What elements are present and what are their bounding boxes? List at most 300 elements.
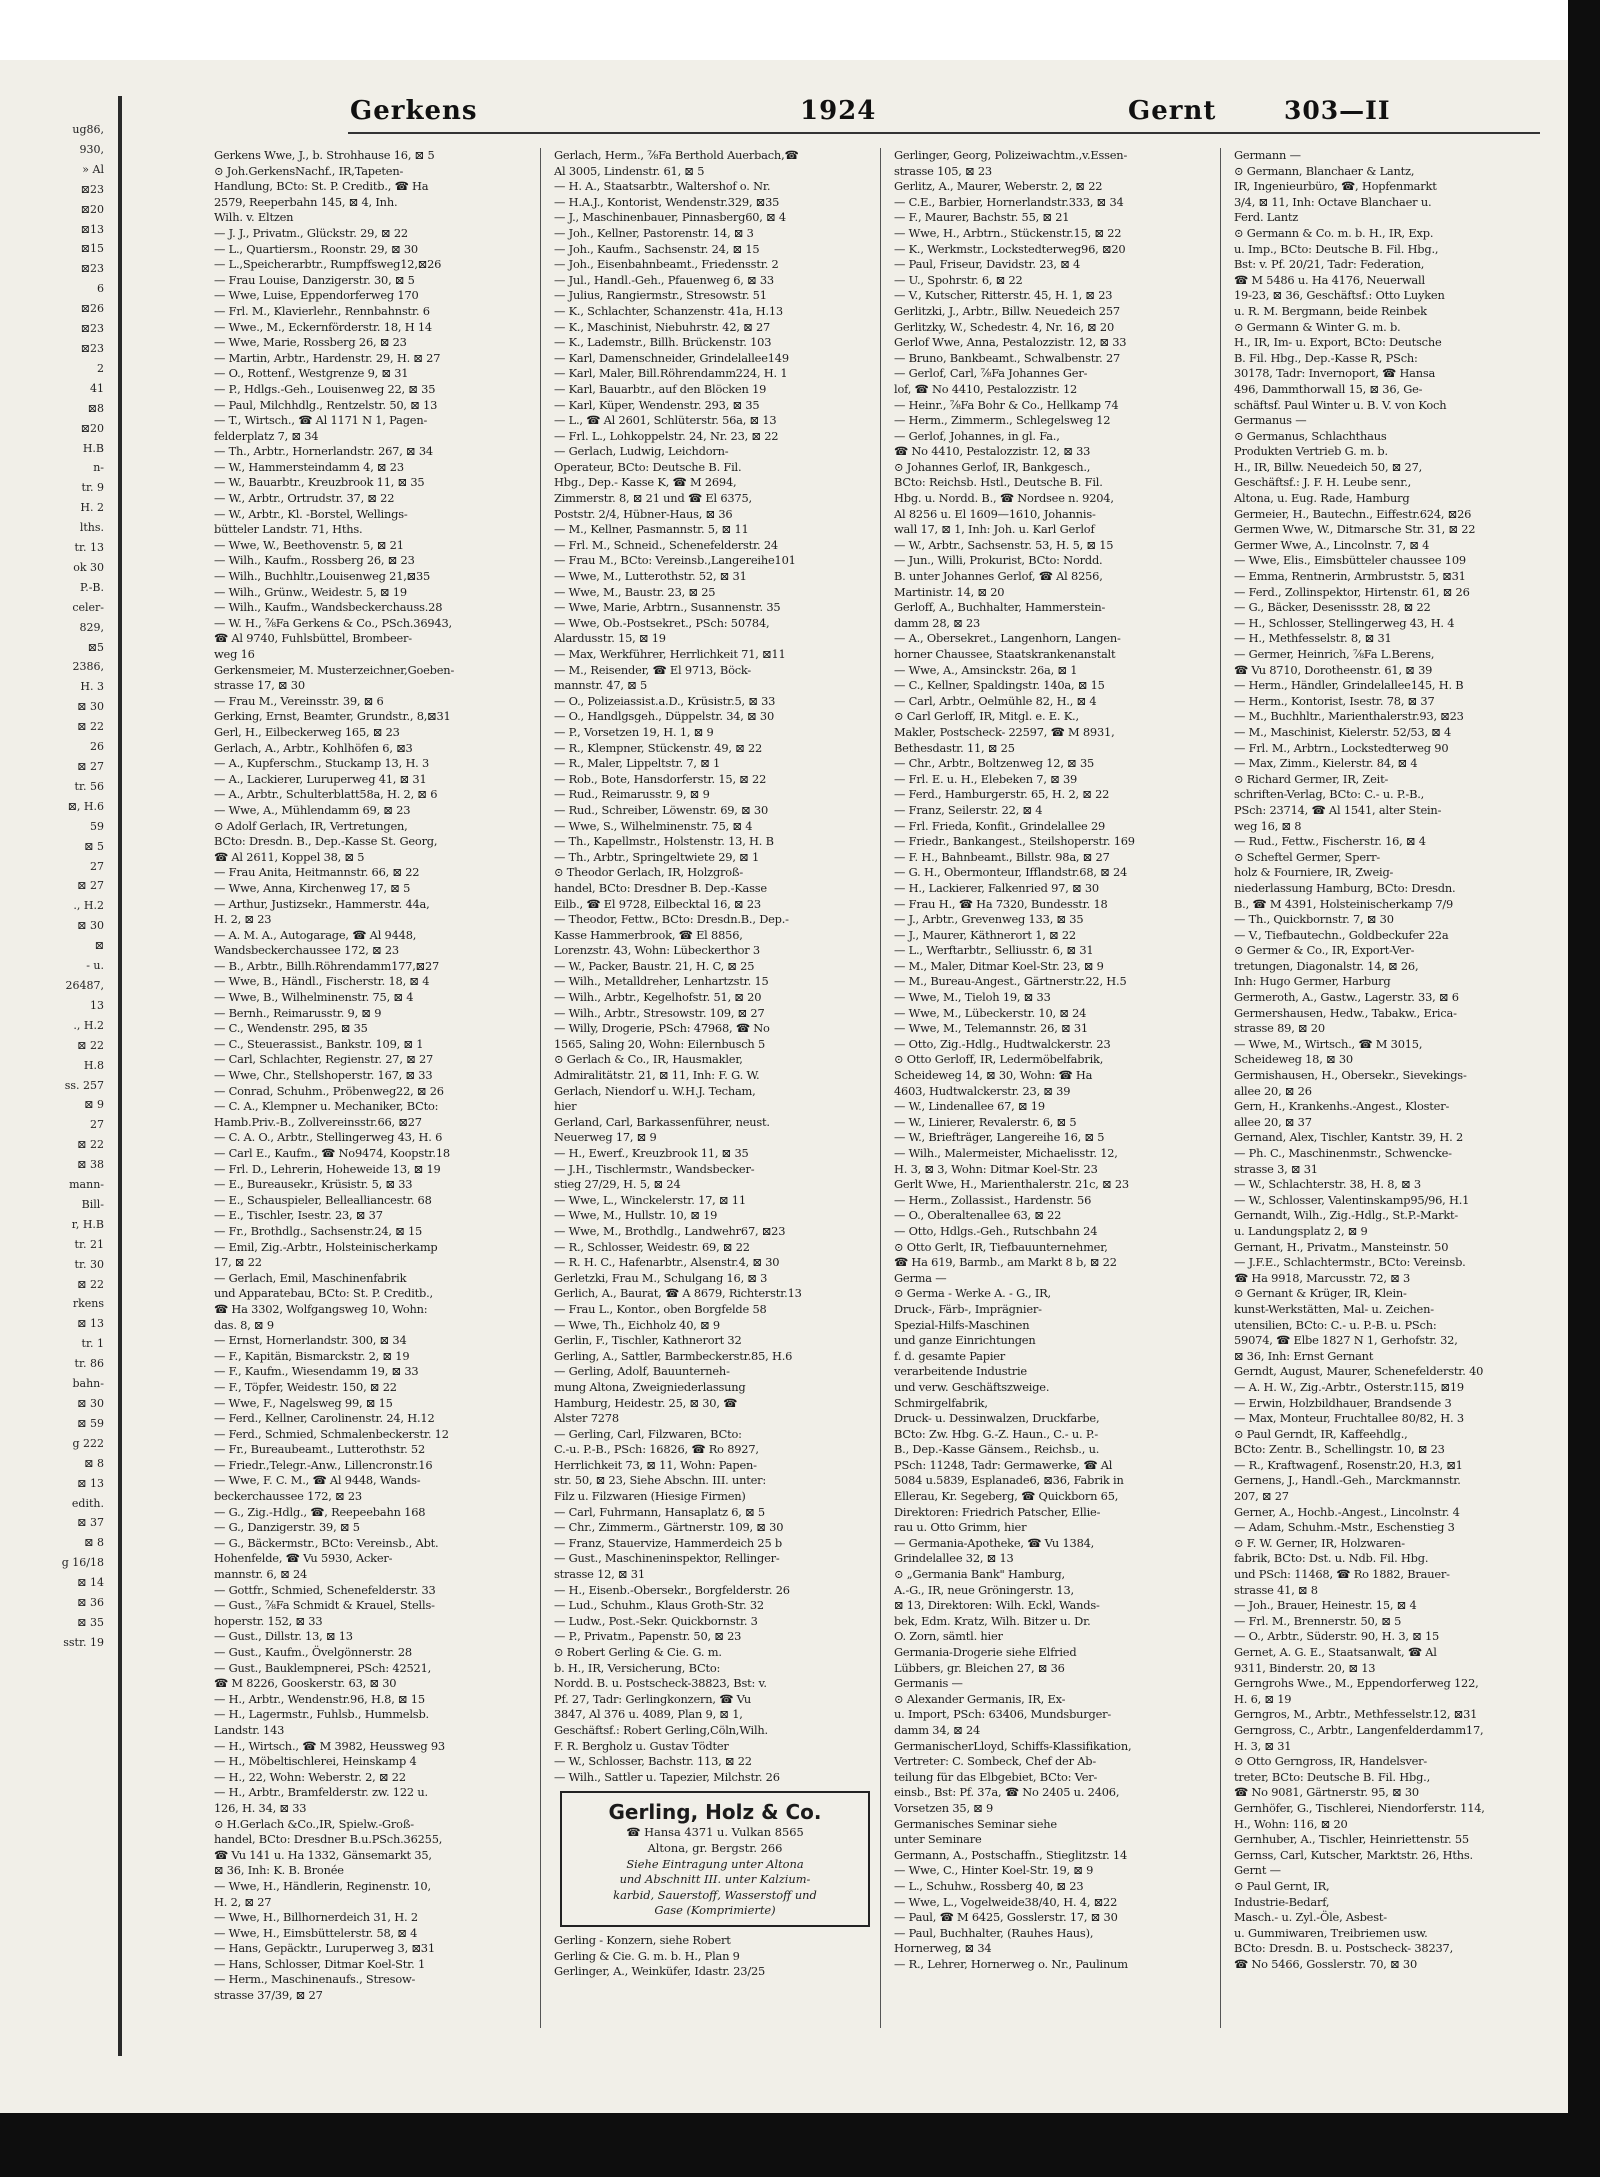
directory-entry-line: damm 34, ⊠ 24 xyxy=(894,1722,981,1737)
directory-entry-line: — C. A. O., Arbtr., Stellingerweg 43, H. 6 xyxy=(214,1130,443,1145)
directory-entry-line: ☎ Vu 8710, Dorotheenstr. 61, ⊠ 39 xyxy=(1234,662,1433,677)
directory-entry-line: — Frl. L., Lohkoppelstr. 24, Nr. 23, ⊠ 22 xyxy=(554,428,779,443)
directory-entry-line: ⊙ Robert Gerling & Cie. G. m. xyxy=(554,1645,722,1659)
directory-entry-line: — Karl, Küper, Wendenstr. 293, ⊠ 35 xyxy=(554,397,760,412)
margin-fragment: 26487, xyxy=(65,978,104,992)
directory-entry-line: weg 16 xyxy=(214,647,255,661)
ad-note: Siehe Eintragung unter Altona xyxy=(626,1856,804,1871)
directory-entry-line: — Bruno, Bankbeamt., Schwalbenstr. 27 xyxy=(894,350,1121,365)
margin-fragment: ., H.2 xyxy=(73,1018,104,1032)
directory-entry-line: — Gust., ⅞Fa Schmidt & Krauel, Stells- xyxy=(214,1598,435,1613)
directory-entry-line: ⊙ Germann & Winter G. m. b. xyxy=(1234,319,1401,334)
directory-entry-line: — H.A.J., Kontorist, Wendenstr.329, ⊠35 xyxy=(554,194,780,209)
directory-entry-line: — W., Lindenallee 67, ⊠ 19 xyxy=(894,1099,1045,1114)
directory-entry-line: — Chr., Zimmerm., Gärtnerstr. 109, ⊠ 30 xyxy=(554,1520,784,1535)
directory-entry-line: — Gust., Kaufm., Övelgönnerstr. 28 xyxy=(214,1645,412,1659)
directory-entry-line: — Wwe, A., Mühlendamm 69, ⊠ 23 xyxy=(214,802,411,817)
directory-entry-line: Gerkensmeier, M. Musterzeichner,Goeben- xyxy=(214,662,455,677)
directory-entry-line: — Wilh., Kaufm., Rossberg 26, ⊠ 23 xyxy=(214,553,415,568)
directory-entry-line: — Wwe, Luise, Eppendorferweg 170 xyxy=(214,288,419,303)
margin-fragment: lths. xyxy=(79,521,104,535)
directory-entry-line: Gernandt, Wilh., Zig.-Hdlg., St.P.-Markt- xyxy=(1234,1208,1459,1223)
directory-entry-line: — Lud., Schuhm., Klaus Groth-Str. 32 xyxy=(554,1598,764,1613)
directory-entry-line: — A. M. A., Autogarage, ☎ Al 9448, xyxy=(214,927,417,942)
directory-entry-line: — Ferd., Kellner, Carolinenstr. 24, H.12 xyxy=(214,1411,435,1426)
directory-entry-line: Geschäftsf.: J. F. H. Leube senr., xyxy=(1234,475,1412,490)
directory-entry-line: Gernhöfer, G., Tischlerei, Niendorferstr. 114, xyxy=(1234,1800,1485,1815)
directory-entry-line: — Herm., Maschinenaufs., Stresow- xyxy=(214,1972,416,1987)
directory-entry-line: — M., Maschinist, Kielerstr. 52/53, ⊠ 4 xyxy=(1234,724,1452,739)
directory-entry-line: horner Chaussee, Staatskrankenanstalt xyxy=(894,647,1116,661)
column-4 xyxy=(1230,148,1560,2028)
column-3 xyxy=(890,148,1221,2028)
directory-entry-line: — Ernst, Hornerlandstr. 300, ⊠ 34 xyxy=(214,1333,407,1348)
directory-entry-line: — L., Werftarbtr., Selliusstr. 6, ⊠ 31 xyxy=(894,943,1094,958)
margin-fragment: ⊠26 xyxy=(80,302,104,316)
directory-entry-line: Kasse Hammerbrook, ☎ El 8856, xyxy=(554,927,743,942)
directory-entry-line: — O., Arbtr., Süderstr. 90, H. 3, ⊠ 15 xyxy=(1234,1629,1440,1644)
directory-entry-line: — Ferd., Zollinspektor, Hirtenstr. 61, ⊠ 26 xyxy=(1234,584,1470,599)
directory-entry-line: allee 20, ⊠ 37 xyxy=(1234,1114,1312,1129)
margin-fragment: ⊠23 xyxy=(80,182,104,196)
directory-entry-line: — Jun., Willi, Prokurist, BCto: Nordd. xyxy=(894,553,1103,568)
directory-entry-line: — Herm., Zimmerm., Schlegelsweg 12 xyxy=(894,413,1111,428)
header-right-word: Gernt xyxy=(1128,96,1217,126)
directory-entry-line: — C., Wendenstr. 295, ⊠ 35 xyxy=(214,1021,368,1036)
directory-entry-line: — Max, Werkführer, Herrlichkeit 71, ⊠11 xyxy=(554,647,786,661)
directory-entry-line: strasse 3, ⊠ 31 xyxy=(1234,1161,1318,1176)
directory-entry-line: Nordd. B. u. Postscheck-38823, Bst: v. xyxy=(554,1676,767,1691)
directory-entry-line: B., ☎ M 4391, Holsteinischerkamp 7/9 xyxy=(1234,896,1454,911)
directory-entry-line: hoperstr. 152, ⊠ 33 xyxy=(214,1613,323,1628)
directory-entry-line: — W., Arbtr., Sachsenstr. 53, H. 5, ⊠ 15 xyxy=(894,537,1114,552)
directory-entry-line: — Germania-Apotheke, ☎ Vu 1384, xyxy=(894,1535,1095,1550)
directory-entry-line: — C., Kellner, Spaldingstr. 140a, ⊠ 15 xyxy=(894,678,1105,693)
directory-entry-line: — J.H., Tischlermstr., Wandsbecker- xyxy=(554,1161,755,1176)
directory-entry-line: — Friedr.,Telegr.-Anw., Lillencronstr.16 xyxy=(214,1457,433,1472)
directory-entry-line: IR, Ingenieurbüro, ☎, Hopfenmarkt xyxy=(1234,179,1437,194)
directory-entry-line: — Wwe, H., Arbtrn., Stückenstr.15, ⊠ 22 xyxy=(894,225,1122,240)
directory-entry-line: — M., Buchhltr., Marienthalerstr.93, ⊠23 xyxy=(1234,709,1464,724)
directory-entry-line: — Ph. C., Maschinenmstr., Schwencke- xyxy=(1234,1146,1452,1160)
directory-entry-line: — M., Kellner, Pasmannstr. 5, ⊠ 11 xyxy=(554,522,749,537)
directory-entry-line: Masch.- u. Zyl.-Öle, Asbest- xyxy=(1234,1910,1387,1925)
directory-entry-line: — K., Maschinist, Niebuhrstr. 42, ⊠ 27 xyxy=(554,319,771,334)
directory-entry-line: Alster 7278 xyxy=(554,1411,619,1426)
directory-entry-line: — O., Polizeiassist.a.D., Krüsistr.5, ⊠ 33 xyxy=(554,693,776,708)
directory-entry-line: — Herm., Händler, Grindelallee145, H. B xyxy=(1234,678,1464,693)
directory-entry-line: — Adam, Schuhm.-Mstr., Eschenstieg 3 xyxy=(1234,1520,1455,1535)
margin-fragment: g 222 xyxy=(72,1436,104,1450)
directory-entry-line: Produkten Vertrieb G. m. b. xyxy=(1234,444,1388,459)
directory-entry-line: Druck-, Färb-, Imprägnier- xyxy=(894,1301,1042,1316)
directory-entry-line: Bst: v. Pf. 20/21, Tadr: Federation, xyxy=(1234,257,1425,272)
ad-note: und Abschnitt III. unter Kalzium- xyxy=(619,1872,811,1887)
directory-entry-line: Operateur, BCto: Deutsche B. Fil. xyxy=(554,459,742,474)
directory-entry-line: mannstr. 47, ⊠ 5 xyxy=(554,678,648,693)
directory-entry-line: Direktoren: Friedrich Patscher, Ellie- xyxy=(894,1504,1101,1519)
directory-entry-line: — Wilh., Arbtr., Kegelhofstr. 51, ⊠ 20 xyxy=(554,990,762,1005)
directory-entry-line: handel, BCto: Dresdner B. Dep.-Kasse xyxy=(554,880,767,895)
directory-entry-line: — G., Zig.-Hdlg., ☎, Reepeebahn 168 xyxy=(214,1504,426,1519)
directory-entry-line: — W., Linierer, Revalerstr. 6, ⊠ 5 xyxy=(894,1114,1077,1129)
directory-entry-line: — Wwe, M., Wirtsch., ☎ M 3015, xyxy=(1234,1036,1423,1051)
directory-entry-line: wall 17, ⊠ 1, Inh: Joh. u. Karl Gerlof xyxy=(894,522,1095,537)
directory-entry-line: — O., Oberaltenallee 63, ⊠ 22 xyxy=(894,1208,1062,1223)
directory-entry-line: Gerlof Wwe, Anna, Pestalozzistr. 12, ⊠ 33 xyxy=(894,335,1127,350)
margin-fragment: 930, xyxy=(79,142,104,156)
directory-entry-line: — L., Quartiersm., Roonstr. 29, ⊠ 30 xyxy=(214,241,418,256)
directory-entry-line: Landstr. 143 xyxy=(214,1722,285,1737)
directory-entry-line: 9311, Binderstr. 20, ⊠ 13 xyxy=(1234,1660,1376,1675)
directory-entry-line: — L., Schuhw., Rossberg 40, ⊠ 23 xyxy=(894,1878,1084,1893)
directory-entry-line: Germeier, H., Bautechn., Eiffestr.624, ⊠26 xyxy=(1234,506,1472,521)
directory-entry-line: — H., Lagermstr., Fuhlsb., Hummelsb. xyxy=(214,1707,429,1722)
margin-fragment: ⊠ 27 xyxy=(77,760,104,773)
directory-entry-line: ⊙ Germann & Co. m. b. H., IR, Exp. xyxy=(1234,225,1434,240)
directory-entry-line: — Frl. M., Brennerstr. 50, ⊠ 5 xyxy=(1234,1613,1402,1628)
directory-entry-line: f. d. gesamte Papier xyxy=(894,1348,1006,1363)
margin-fragment: ⊠ 30 xyxy=(77,919,104,933)
margin-fragment: n- xyxy=(93,461,104,475)
margin-fragment: ⊠ 22 xyxy=(77,1138,104,1152)
directory-entry-line: — Wwe, L., Vogelweide38/40, H. 4, ⊠22 xyxy=(894,1894,1118,1909)
directory-entry-line: — Rud., Schreiber, Löwenstr. 69, ⊠ 30 xyxy=(554,802,768,817)
directory-entry-line: ⊙ Germanus, Schlachthaus xyxy=(1234,428,1387,443)
directory-entry-line: Zimmerstr. 8, ⊠ 21 und ☎ El 6375, xyxy=(554,491,752,506)
margin-fragment: ⊠, H.6 xyxy=(67,799,104,813)
directory-entry-line: ⊠ 36, Inh: Ernst Gernant xyxy=(1234,1348,1374,1363)
directory-entry-line: Gerling, A., Sattler, Barmbeckerstr.85, H.6 xyxy=(554,1348,793,1363)
margin-fragment: ug86, xyxy=(72,123,104,136)
directory-entry-line: strasse 105, ⊠ 23 xyxy=(894,163,992,178)
directory-entry-line: — H., Wirtsch., ☎ M 3982, Heussweg 93 xyxy=(214,1738,445,1753)
directory-entry-line: — V., Tiefbautechn., Goldbeckufer 22a xyxy=(1234,927,1449,942)
directory-entry-line: — B., Arbtr., Billh.Röhrendamm177,⊠27 xyxy=(214,958,440,973)
margin-fragment: H. 2 xyxy=(80,501,104,515)
directory-entry-line: lof, ☎ No 4410, Pestalozzistr. 12 xyxy=(894,381,1078,396)
directory-entry-line: u. Imp., BCto: Deutsche B. Fil. Hbg., xyxy=(1234,241,1439,256)
directory-entry-line: GermanischerLloyd, Schiffs-Klassifikation, xyxy=(894,1738,1132,1753)
directory-entry-line: handel, BCto: Dresdner B.u.PSch.36255, xyxy=(214,1832,443,1847)
directory-entry-line: H. 2, ⊠ 27 xyxy=(214,1894,272,1909)
directory-entry-line: Ellerau, Kr. Segeberg, ☎ Quickborn 65, xyxy=(894,1489,1119,1504)
directory-entry-line: Vorsetzen 35, ⊠ 9 xyxy=(894,1800,994,1815)
directory-entry-line: Altona, u. Eug. Rade, Hamburg xyxy=(1234,491,1410,506)
directory-entry-line: — Joh., Brauer, Heinestr. 15, ⊠ 4 xyxy=(1234,1598,1417,1613)
directory-entry-line: — J. J., Privatm., Glückstr. 29, ⊠ 22 xyxy=(214,225,408,240)
directory-entry-line: — Wilh., Buchhltr.,Louisenweg 21,⊠35 xyxy=(214,569,431,584)
directory-entry-line: — Gust., Dillstr. 13, ⊠ 13 xyxy=(214,1629,353,1644)
directory-entry-line: Herrlichkeit 73, ⊠ 11, Wohn: Papen- xyxy=(554,1457,757,1472)
margin-fragment: 829, xyxy=(79,620,104,634)
directory-entry-line: — Rud., Reimarusstr. 9, ⊠ 9 xyxy=(554,787,710,802)
directory-entry-line: — Frau M., BCto: Vereinsb.,Langereihe101 xyxy=(554,553,796,568)
directory-entry-line: Gernhuber, A., Tischler, Heinriettenstr. 55 xyxy=(1234,1832,1469,1847)
directory-entry-line: — H., Arbtr., Bramfelderstr. zw. 122 u. xyxy=(214,1785,428,1800)
directory-entry-line: — Frau H., ☎ Ha 7320, Bundesstr. 18 xyxy=(894,896,1108,911)
directory-entry-line: Gerling - Konzern, siehe Robert xyxy=(554,1932,731,1947)
directory-entry-line: — W., Hammersteindamm 4, ⊠ 23 xyxy=(214,459,404,474)
header-left-word: Gerkens xyxy=(350,96,478,126)
directory-entry-line: — Wwe, H., Händlerin, Reginenstr. 10, xyxy=(214,1878,431,1893)
directory-entry-line: — Gerlof, Carl, ⅞Fa Johannes Ger- xyxy=(894,366,1088,381)
margin-fragment: ⊠ 30 xyxy=(77,700,104,714)
directory-entry-line: Germer Wwe, A., Lincolnstr. 7, ⊠ 4 xyxy=(1234,537,1430,552)
directory-entry-line: ☎ Al 9740, Fuhlsbüttel, Brombeer- xyxy=(214,631,412,646)
scan-edge-right xyxy=(1568,0,1600,2177)
directory-entry-line: — E., Schauspieler, Bellealliancestr. 68 xyxy=(214,1192,432,1207)
directory-entry-line: str. 50, ⊠ 23, Siehe Abschn. III. unter: xyxy=(554,1473,767,1488)
directory-entry-line: H., IR, Im- u. Export, BCto: Deutsche xyxy=(1234,335,1442,350)
directory-entry-line: Gerland, Carl, Barkassenführer, neust. xyxy=(554,1114,770,1129)
directory-entry-line: — L., ☎ Al 2601, Schlüterstr. 56a, ⊠ 13 xyxy=(554,413,777,428)
directory-entry-line: — A. H. W., Zig.-Arbtr., Osterstr.115, ⊠19 xyxy=(1234,1379,1464,1394)
directory-entry-line: — K., Werkmstr., Lockstedterweg96, ⊠20 xyxy=(894,241,1126,256)
directory-entry-line: ☎ Al 2611, Koppel 38, ⊠ 5 xyxy=(214,849,365,864)
directory-entry-line: — Gerling, Carl, Filzwaren, BCto: xyxy=(554,1426,742,1441)
directory-entry-line: — Wilh., Arbtr., Stresowstr. 109, ⊠ 27 xyxy=(554,1005,765,1020)
directory-entry-line: Gerlitzky, W., Schedestr. 4, Nr. 16, ⊠ 20 xyxy=(894,319,1115,334)
directory-entry-line: — Th., Kapellmstr., Holstenstr. 13, H. B xyxy=(554,834,774,849)
directory-entry-line: — Karl, Bauarbtr., auf den Blöcken 19 xyxy=(554,381,767,396)
directory-entry-line: unter Seminare xyxy=(894,1832,982,1847)
directory-entry-line: kunst-Werkstätten, Mal- u. Zeichen- xyxy=(1234,1301,1434,1316)
directory-entry-line: Germeroth, A., Gastw., Lagerstr. 33, ⊠ 6 xyxy=(1234,990,1459,1005)
margin-fragment: ⊠20 xyxy=(80,421,104,435)
directory-entry-line: schriften-Verlag, BCto: C.- u. P.-B., xyxy=(1234,787,1425,802)
directory-entry-line: Germania-Drogerie siehe Elfried xyxy=(894,1645,1077,1659)
directory-entry-line: BCto: Dresdn. B. u. Postscheck- 38237, xyxy=(1234,1941,1454,1956)
directory-entry-line: felderplatz 7, ⊠ 34 xyxy=(214,428,319,443)
margin-fragment: 41 xyxy=(90,381,104,395)
directory-entry-line: Poststr. 2/4, Hübner-Haus, ⊠ 36 xyxy=(554,506,733,521)
directory-entry-line: 17, ⊠ 22 xyxy=(214,1255,262,1270)
directory-entry-line: — M., Reisender, ☎ El 9713, Böck- xyxy=(554,662,752,677)
directory-entry-line: Gernant, H., Privatm., Mansteinstr. 50 xyxy=(1234,1239,1449,1254)
directory-entry-line: — Gerlach, Ludwig, Leichdorn- xyxy=(554,444,729,459)
directory-entry-line: — Heinr., ⅞Fa Bohr & Co., Hellkamp 74 xyxy=(894,397,1119,412)
directory-entry-line: Lübbers, gr. Bleichen 27, ⊠ 36 xyxy=(894,1660,1065,1675)
directory-entry-line: weg 16, ⊠ 8 xyxy=(1234,818,1302,833)
margin-fragment: g 16/18 xyxy=(61,1556,104,1570)
directory-entry-line: BCto: Zentr. B., Schellingstr. 10, ⊠ 23 xyxy=(1234,1442,1445,1457)
directory-entry-line: Al 3005, Lindenstr. 61, ⊠ 5 xyxy=(554,163,705,178)
margin-fragment: H. 3 xyxy=(80,680,104,694)
directory-entry-line: Martinistr. 14, ⊠ 20 xyxy=(894,584,1005,599)
margin-fragment: ⊠ 22 xyxy=(77,720,104,734)
directory-entry-line: Germanus — xyxy=(1234,413,1307,428)
directory-entry-line: Gerndt, August, Maurer, Schenefelderstr. 40 xyxy=(1234,1364,1484,1379)
directory-entry-line: — Wwe, M., Baustr. 23, ⊠ 25 xyxy=(554,584,716,599)
directory-entry-line: H. 3, ⊠ 31 xyxy=(1234,1738,1292,1753)
directory-entry-line: — W., Packer, Baustr. 21, H. C, ⊠ 25 xyxy=(554,958,755,973)
directory-entry-line: — Wwe, S., Wilhelminenstr. 75, ⊠ 4 xyxy=(554,818,753,833)
directory-entry-line: — R., Maler, Lippeltstr. 7, ⊠ 1 xyxy=(554,756,721,771)
directory-entry-line: — Emma, Rentnerin, Armbruststr. 5, ⊠31 xyxy=(1234,569,1466,584)
directory-entry-line: 19-23, ⊠ 36, Geschäftsf.: Otto Luyken xyxy=(1234,288,1445,303)
directory-entry-line: — Ferd., Hamburgerstr. 65, H. 2, ⊠ 22 xyxy=(894,787,1110,802)
directory-entry-line: — Gerlach, Emil, Maschinenfabrik xyxy=(214,1270,407,1285)
directory-entry-line: — Wwe, B., Händl., Fischerstr. 18, ⊠ 4 xyxy=(214,974,430,989)
directory-entry-line: — Karl, Damenschneider, Grindelallee149 xyxy=(554,350,789,365)
directory-entry-line: ☎ Vu 141 u. Ha 1332, Gänsemarkt 35, xyxy=(214,1847,432,1862)
directory-entry-line: 126, H. 34, ⊠ 33 xyxy=(214,1800,307,1815)
margin-fragment: ., H.2 xyxy=(73,899,104,913)
directory-entry-line: B., Dep.-Kasse Gänsem., Reichsb., u. xyxy=(894,1442,1100,1457)
margin-fragment: ⊠23 xyxy=(80,341,104,355)
directory-entry-line: Germen Wwe, W., Ditmarsche Str. 31, ⊠ 22 xyxy=(1234,522,1476,537)
directory-entry-line: — Theodor, Fettw., BCto: Dresdn.B., Dep.- xyxy=(554,912,789,927)
margin-fragment: ⊠5 xyxy=(87,640,104,654)
margin-fragment: tr. 13 xyxy=(74,541,104,555)
directory-entry-line: — Wwe, M., Tieloh 19, ⊠ 33 xyxy=(894,990,1051,1005)
directory-entry-line: Alardusstr. 15, ⊠ 19 xyxy=(554,631,666,646)
directory-entry-line: Germann, A., Postschaffn., Stieglitzstr. 14 xyxy=(894,1847,1128,1862)
ad-note: karbid, Sauerstoff, Wasserstoff und xyxy=(613,1887,817,1902)
directory-entry-line: ⊙ Gernant & Krüger, IR, Klein- xyxy=(1234,1286,1407,1301)
directory-entry-line: H. 2, ⊠ 23 xyxy=(214,912,272,927)
directory-entry-line: — Th., Arbtr., Hornerlandstr. 267, ⊠ 34 xyxy=(214,444,433,459)
margin-fragment: tr. 56 xyxy=(74,779,104,793)
directory-entry-line: Handlung, BCto: St. P. Creditb., ☎ Ha xyxy=(214,179,429,194)
directory-entry-line: ⊙ Carl Gerloff, IR, Mitgl. e. E. K., xyxy=(894,709,1079,724)
margin-fragment: ⊠ 8 xyxy=(84,1456,104,1470)
directory-entry-line: ☎ Ha 619, Barmb., am Markt 8 b, ⊠ 22 xyxy=(894,1255,1117,1270)
directory-entry-line: — Wwe, B., Wilhelminenstr. 75, ⊠ 4 xyxy=(214,990,414,1005)
margin-fragment: 27 xyxy=(90,1118,104,1132)
directory-entry-line: ⊙ Paul Gernt, IR, xyxy=(1234,1878,1330,1893)
directory-entry-line: Filz u. Filzwaren (Hiesige Firmen) xyxy=(554,1489,746,1504)
directory-entry-line: Scheideweg 18, ⊠ 30 xyxy=(1234,1052,1353,1067)
directory-entry-line: — Joh., Kaufm., Sachsenstr. 24, ⊠ 15 xyxy=(554,241,760,256)
directory-entry-line: — Emil, Zig.-Arbtr., Holsteinischerkamp xyxy=(214,1239,438,1254)
directory-entry-line: Wilh. v. Eltzen xyxy=(214,210,294,225)
directory-entry-line: — H., 22, Wohn: Weberstr. 2, ⊠ 22 xyxy=(214,1769,406,1784)
directory-entry-line: ⊙ Theodor Gerlach, IR, Holzgroß- xyxy=(554,865,743,880)
directory-entry-line: Gernt — xyxy=(1234,1863,1281,1878)
directory-entry-line: — Carl E., Kaufm., ☎ No9474, Koopstr.18 xyxy=(214,1146,450,1160)
directory-entry-line: — F., Kaufm., Wiesendamm 19, ⊠ 33 xyxy=(214,1364,419,1379)
directory-entry-line: Germa — xyxy=(894,1270,947,1285)
directory-entry-line: Gerlach, Niendorf u. W.H.J. Techam, xyxy=(554,1083,756,1098)
directory-entry-line: — J.F.E., Schlachtermstr., BCto: Vereinsb. xyxy=(1234,1255,1466,1270)
directory-entry-line: — Paul, ☎ M 6425, Gosslerstr. 17, ⊠ 30 xyxy=(894,1910,1118,1925)
directory-entry-line: ☎ Ha 9918, Marcusstr. 72, ⊠ 3 xyxy=(1234,1270,1411,1285)
directory-entry-line: PSch: 11248, Tadr: Germawerke, ☎ Al xyxy=(894,1457,1113,1472)
directory-entry-line: — Max, Monteur, Fruchtallee 80/82, H. 3 xyxy=(1234,1411,1464,1426)
directory-entry-line: ⊙ Paul Gerndt, IR, Kaffeehdlg., xyxy=(1234,1426,1408,1441)
margin-fragment: ⊠ xyxy=(94,939,104,953)
adjacent-page-margin xyxy=(0,120,112,2030)
page-gutter-rule xyxy=(118,96,122,2056)
directory-entry-line: Inh: Hugo Germer, Harburg xyxy=(1234,974,1391,989)
directory-entry-line: einsb., Bst: Pf. 37a, ☎ No 2405 u. 2406, xyxy=(894,1785,1120,1800)
directory-entry-line: und ganze Einrichtungen xyxy=(894,1333,1036,1348)
directory-entry-line: — H., Lackierer, Falkenried 97, ⊠ 30 xyxy=(894,880,1099,895)
directory-entry-line: — R. H. C., Hafenarbtr., Alsenstr.4, ⊠ 30 xyxy=(554,1255,780,1270)
directory-entry-line: Al 8256 u. El 1609—1610, Johannis- xyxy=(894,506,1096,521)
directory-entry-line: — Carl, Arbtr., Oelmühle 82, H., ⊠ 4 xyxy=(894,693,1097,708)
directory-entry-line: O. Zorn, sämtl. hier xyxy=(894,1629,1003,1644)
directory-entry-line: — U., Spohrstr. 6, ⊠ 22 xyxy=(894,272,1023,287)
directory-entry-line: — Wwe, Anna, Kirchenweg 17, ⊠ 5 xyxy=(214,880,411,895)
margin-fragment: 6 xyxy=(97,282,104,296)
directory-entry-line: — Hans, Schlosser, Ditmar Koel-Str. 1 xyxy=(214,1956,426,1971)
directory-entry-line: — Carl, Fuhrmann, Hansaplatz 6, ⊠ 5 xyxy=(554,1504,765,1519)
directory-entry-line: — Hans, Gepäcktr., Luruperweg 3, ⊠31 xyxy=(214,1941,435,1956)
directory-entry-line: ⊙ Scheftel Germer, Sperr- xyxy=(1234,849,1381,864)
directory-entry-line: Hamburg, Heidestr. 25, ⊠ 30, ☎ xyxy=(554,1395,738,1410)
margin-fragment: celer- xyxy=(72,600,104,614)
directory-entry-line: Gernens, J., Handl.-Geh., Marckmannstr. xyxy=(1234,1473,1461,1488)
directory-entry-line: 207, ⊠ 27 xyxy=(1234,1489,1289,1504)
directory-entry-line: — Frl. M., Arbtrn., Lockstedterweg 90 xyxy=(1234,740,1449,755)
ad-address: Altona, gr. Bergstr. 266 xyxy=(647,1840,783,1855)
directory-entry-line: strasse 41, ⊠ 8 xyxy=(1234,1582,1318,1597)
directory-entry-line: ⊙ H.Gerlach &Co.,IR, Spielw.-Groß- xyxy=(214,1816,414,1831)
directory-entry-line: — Friedr., Bankangest., Steilshoperstr. 169 xyxy=(894,834,1135,849)
directory-entry-line: ⊙ Gerlach & Co., IR, Hausmakler, xyxy=(554,1052,743,1067)
margin-fragment: Bill- xyxy=(81,1197,104,1211)
margin-fragment: ⊠ 9 xyxy=(84,1098,104,1112)
directory-entry-line: Gernss, Carl, Kutscher, Marktstr. 26, Hths. xyxy=(1234,1847,1473,1862)
margin-fragment: 59 xyxy=(90,819,104,833)
directory-entry-line: — Gust., Maschineninspektor, Rellinger- xyxy=(554,1551,780,1566)
directory-entry-line: B. unter Johannes Gerlof, ☎ Al 8256, xyxy=(894,569,1103,584)
directory-entry-line: Gernet, A. G. E., Staatsanwalt, ☎ Al xyxy=(1234,1645,1437,1659)
margin-fragment: ⊠ 22 xyxy=(77,1038,104,1052)
directory-entry-line: ⊙ Germer & Co., IR, Export-Ver- xyxy=(1234,943,1415,958)
directory-entry-line: Gerlt Wwe, H., Marienthalerstr. 21c, ⊠ 23 xyxy=(894,1177,1129,1192)
directory-entry-line: Gerlitzki, J., Arbtr., Billw. Neuedeich 257 xyxy=(894,303,1120,318)
margin-fragment: tr. 86 xyxy=(74,1357,104,1371)
directory-entry-line: — Max, Zimm., Kielerstr. 84, ⊠ 4 xyxy=(1234,756,1418,771)
directory-entry-line: Hamb.Priv.-B., Zollvereinsstr.66, ⊠27 xyxy=(214,1114,422,1129)
margin-fragment: ⊠15 xyxy=(80,242,104,256)
directory-entry-line: Gern, H., Krankenhs.-Angest., Kloster- xyxy=(1234,1099,1450,1114)
directory-entry-line: — Paul, Milchhdlg., Rentzelstr. 50, ⊠ 13 xyxy=(214,397,438,412)
directory-entry-line: ☎ No 9081, Gärtnerstr. 95, ⊠ 30 xyxy=(1234,1785,1419,1800)
directory-entry-line: — A., Obersekret., Langenhorn, Langen- xyxy=(894,631,1121,646)
directory-entry-line: tretungen, Diagonalstr. 14, ⊠ 26, xyxy=(1234,958,1419,973)
column-2 xyxy=(550,148,881,2028)
directory-entry-line: PSch: 23714, ☎ Al 1541, alter Stein- xyxy=(1234,802,1442,817)
directory-entry-line: 496, Dammthorwall 15, ⊠ 36, Ge- xyxy=(1234,381,1423,396)
directory-entry-line: — W., Schlosser, Valentinskamp95/96, H.1 xyxy=(1234,1192,1470,1207)
margin-fragment: P.-B. xyxy=(80,580,104,594)
directory-entry-line: — Wilh., Sattler u. Tapezier, Milchstr. 26 xyxy=(554,1769,780,1784)
directory-entry-line: — Wilh., Metalldreher, Lenhartzstr. 15 xyxy=(554,974,769,989)
directory-entry-line: — W., Schlosser, Bachstr. 113, ⊠ 22 xyxy=(554,1754,752,1769)
directory-entry-line: Gerking, Ernst, Beamter, Grundstr., 8,⊠31 xyxy=(214,709,451,724)
directory-entry-line: — Frau L., Kontor., oben Borgfelde 58 xyxy=(554,1301,767,1316)
margin-fragment: ⊠ 22 xyxy=(77,1277,104,1291)
directory-entry-line: Industrie-Bedarf, xyxy=(1234,1894,1330,1909)
directory-entry-line: — J., Arbtr., Grevenweg 133, ⊠ 35 xyxy=(894,912,1084,927)
directory-entry-line: — J., Maurer, Käthnerort 1, ⊠ 22 xyxy=(894,927,1076,942)
directory-entry-line: — W., Schlachterstr. 38, H. 8, ⊠ 3 xyxy=(1234,1177,1421,1192)
directory-entry-line: — T., Wirtsch., ☎ Al 1171 N 1, Pagen- xyxy=(214,413,428,428)
directory-entry-line: — Wwe, M., Brothdlg., Landwehr67, ⊠23 xyxy=(554,1223,786,1238)
directory-entry-line: bütteler Landstr. 71, Hths. xyxy=(214,522,363,537)
directory-entry-line: — Frau Louise, Danzigerstr. 30, ⊠ 5 xyxy=(214,272,415,287)
directory-entry-line: — E., Tischler, Isestr. 23, ⊠ 37 xyxy=(214,1208,383,1223)
directory-entry-line: Admiralitätstr. 21, ⊠ 11, Inh: F. G. W. xyxy=(554,1068,760,1083)
directory-entry-line: und Apparatebau, BCto: St. P. Creditb., xyxy=(214,1286,433,1301)
directory-entry-line: — W., Bauarbtr., Kreuzbrook 11, ⊠ 35 xyxy=(214,475,425,490)
directory-entry-line: — Rud., Fettw., Fischerstr. 16, ⊠ 4 xyxy=(1234,834,1426,849)
